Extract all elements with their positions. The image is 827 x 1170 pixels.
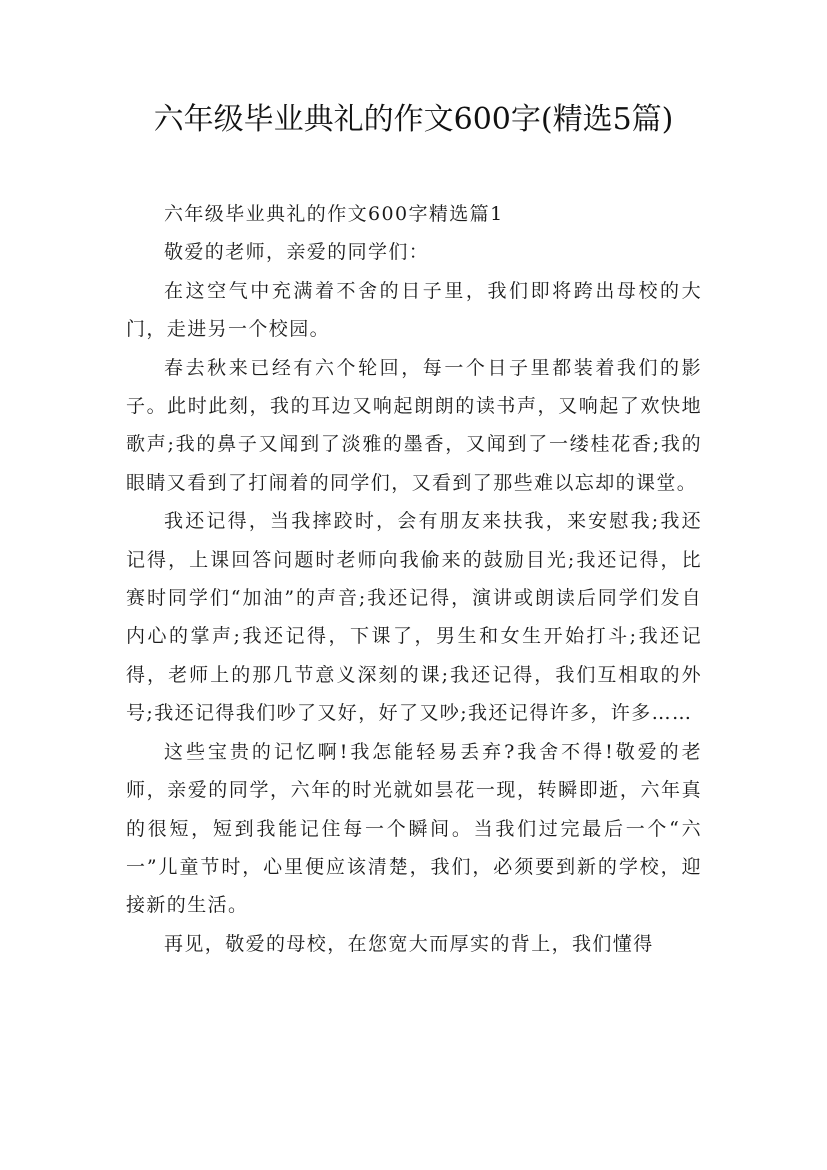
paragraph: 再见，敬爱的母校，在您宽大而厚实的背上，我们懂得 xyxy=(164,932,654,955)
paragraph: 春去秋来已经有六个轮回，每一个日子里都装着我们的影子。此时此刻，我的耳边又响起朗朗的读书声，又响起了欢快地歌声;我的鼻子又闻到了淡雅的墨香，又闻到了一缕桂花香;我的眼睛又看到了打闹着的同学们，又看到了那些难以忘却的课堂。 xyxy=(126,356,702,494)
salutation: 敬爱的老师，亲爱的同学们： xyxy=(164,241,430,264)
document-body xyxy=(126,195,702,963)
document-title: 六年级毕业典礼的作文600字(精选5篇) xyxy=(153,102,674,137)
paragraph: 我还记得，当我摔跤时，会有朋友来扶我，来安慰我;我还记得，上课回答问题时老师向我偷来的鼓励目光;我还记得，比赛时同学们“加油”的声音;我还记得，演讲或朗读后同学们发自内心的掌声;我还记得，下课了，男生和女生开始打斗;我还记得，老师上的那几节意义深刻的课;我还记得，我们互相取的外号;我还记得我们吵了又好，好了又吵;我还记得许多，许多…… xyxy=(126,510,702,725)
paragraph: 在这空气中充满着不舍的日子里，我们即将跨出母校的大门，走进另一个校园。 xyxy=(126,279,702,341)
section-heading: 六年级毕业典礼的作文600字精选篇1 xyxy=(164,203,504,225)
paragraph: 这些宝贵的记忆啊!我怎能轻易丢弃?我舍不得!敬爱的老师，亲爱的同学，六年的时光就如昙花一现，转瞬即逝，六年真的很短，短到我能记住每一个瞬间。当我们过完最后一个“六一”儿童节时，心里便应该清楚，我们，必须要到新的学校，迎接新的生活。 xyxy=(126,740,702,917)
